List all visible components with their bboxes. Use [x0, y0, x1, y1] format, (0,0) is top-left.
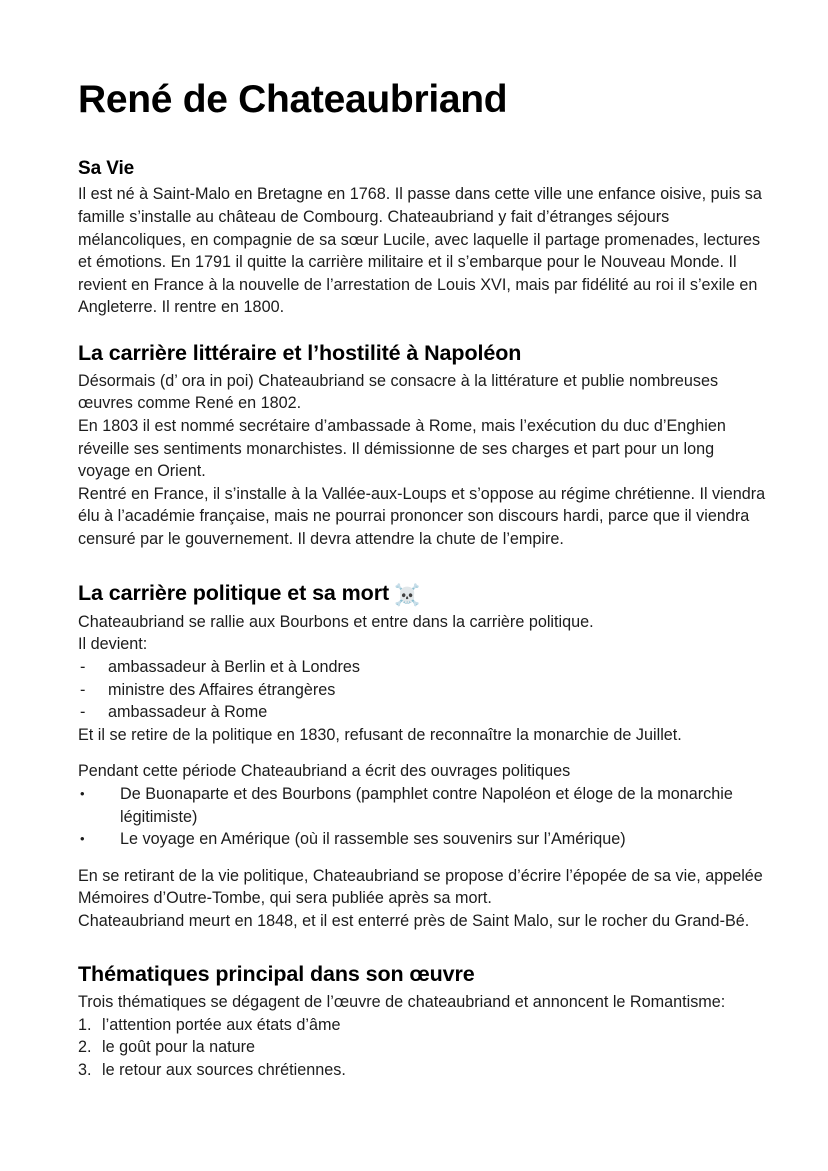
list-item-label: le goût pour la nature: [102, 1038, 255, 1057]
paragraph-litteraire-2: En 1803 il est nommé secrétaire d’ambassade à Rome, mais l’exécution du duc d’Enghien réveille ses sentiments monarchistes. Il démissionne de ses charges et part pour un long voyage en Orient.: [78, 417, 726, 481]
dot-bullet-icon: •: [80, 831, 85, 847]
dot-bullet-icon: •: [80, 785, 85, 801]
paragraph-politique-intro-2: Il devient:: [78, 635, 148, 654]
section-heading-sa-vie: Sa Vie: [78, 157, 135, 179]
list-item-label: Le voyage en Amérique (où il rassemble ses souvenirs sur l’Amérique): [120, 830, 626, 849]
paragraph-politique-retrait: Et il se retire de la politique en 1830, refusant de reconnaître la monarchie de Juillet.: [78, 725, 682, 744]
paragraph-sa-vie-1: Il est né à Saint-Malo en Bretagne en 1768. Il passe dans cette ville une enfance oisive, puis sa famille s’installe au château de Combourg. Chateaubriand y fait d’étranges séjours mélancoliques, en compagnie de sa sœur Lucile, avec laquelle il partage promenades, lectures et émotions. En 1791 il quitte la carrière militaire et il s’embarque pour le Nouveau Monde. Il revient en France à la nouvelle de l’arrestation de Louis XVI, mais par fidélité au roi il s’exile en Angleterre. Il rentre en 1800.: [78, 185, 762, 317]
list-item: [78, 783, 766, 828]
list-item: [78, 828, 766, 851]
list-item: [78, 656, 766, 679]
spacer: [78, 319, 766, 341]
dash-bullet-icon: -: [80, 703, 86, 722]
list-number: 3.: [78, 1061, 92, 1080]
list-item-label: l’attention portée aux états d’âme: [102, 1015, 341, 1034]
list-item-label: ministre des Affaires étrangères: [108, 680, 336, 699]
dash-bullet-icon: -: [80, 657, 86, 676]
section-carriere-litteraire: [78, 341, 766, 551]
list-number: 1.: [78, 1015, 92, 1034]
spacer: [78, 851, 766, 865]
section-heading-carriere-politique-text: La carrière politique et sa mort: [78, 580, 390, 605]
list-item-label: le retour aux sources chrétiennes.: [102, 1061, 346, 1080]
spacer: [78, 932, 766, 962]
skull-and-crossbones-icon: ☠️: [394, 583, 421, 607]
paragraph-thematiques-intro: Trois thématiques se dégagent de l’œuvre de chateaubriand et annoncent le Romantisme:: [78, 993, 726, 1012]
list-item-label: De Buonaparte et des Bourbons (pamphlet contre Napoléon et éloge de la monarchie légitimiste): [120, 784, 733, 826]
list-item: [78, 679, 766, 702]
section-heading-carriere-politique: [78, 581, 766, 608]
list-item-label: ambassadeur à Rome: [108, 703, 268, 722]
list-item: [78, 1014, 766, 1037]
paragraph-litteraire-3: Rentré en France, il s’installe à la Vallée-aux-Loups et s’oppose au régime chrétienne. Il viendra élu à l’académie française, mais ne pourrai prononcer son discours hardi, parce que il viendra censuré par le gouvernement. Il devra attendre la chute de l’empire.: [78, 484, 766, 548]
section-carriere-politique: [78, 581, 766, 933]
numbered-list-thematiques: [78, 1014, 766, 1082]
spacer: [78, 551, 766, 581]
list-item: [78, 1036, 766, 1059]
dot-list-works: [78, 783, 766, 851]
list-item: [78, 1059, 766, 1082]
spacer: [78, 746, 766, 760]
list-item-label: ambassadeur à Berlin et à Londres: [108, 657, 360, 676]
dash-list-roles: [78, 656, 766, 724]
paragraph-politique-intro-1: Chateaubriand se rallie aux Bourbons et entre dans la carrière politique.: [78, 612, 594, 631]
list-number: 2.: [78, 1038, 92, 1057]
section-heading-carriere-litteraire: La carrière littéraire et l’hostilité à Napoléon: [78, 341, 522, 366]
section-heading-thematiques: Thématiques principal dans son œuvre: [78, 962, 475, 987]
section-sa-vie: [78, 158, 766, 319]
paragraph-ouvrages-intro: Pendant cette période Chateaubriand a écrit des ouvrages politiques: [78, 762, 571, 781]
page-title: René de Chateaubriand: [78, 78, 508, 121]
dash-bullet-icon: -: [80, 680, 86, 699]
paragraph-memoires: En se retirant de la vie politique, Chateaubriand se propose d’écrire l’épopée de sa vie, appelée Mémoires d’Outre-Tombe, qui sera publiée après sa mort.: [78, 866, 763, 908]
list-item: [78, 701, 766, 724]
section-thematiques: [78, 962, 766, 1081]
paragraph-mort: Chateaubriand meurt en 1848, et il est enterré près de Saint Malo, sur le rocher du Grand-Bé.: [78, 911, 750, 930]
paragraph-litteraire-1: Désormais (d’ ora in poi) Chateaubriand se consacre à la littérature et publie nombreuses œuvres comme René en 1802.: [78, 371, 719, 413]
